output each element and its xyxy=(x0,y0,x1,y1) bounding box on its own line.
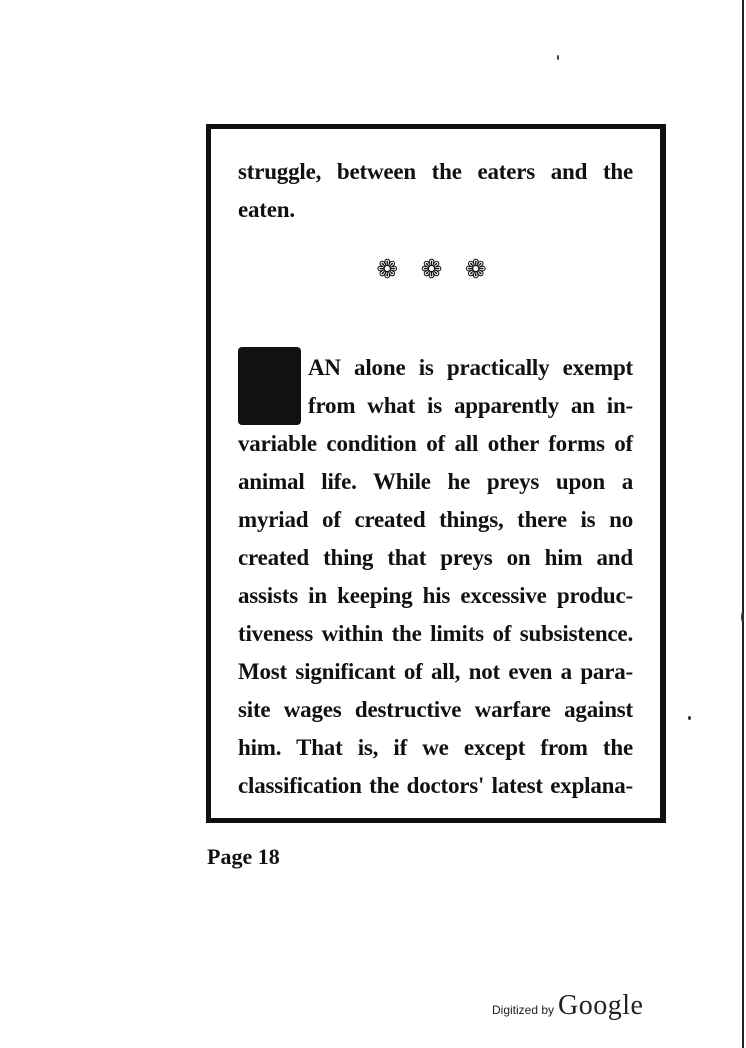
text-line: created thing that preys on him and xyxy=(238,545,633,570)
text-line: Most significant of all, not even a para- xyxy=(238,659,633,684)
text-line: classification the doctors' latest explana- xyxy=(238,773,633,798)
text-line: tiveness within the limits of subsistence. xyxy=(238,621,633,646)
text-line: animal life. While he preys upon a xyxy=(238,469,633,494)
digitized-watermark xyxy=(492,990,643,1022)
text-line: eaten. xyxy=(238,197,295,222)
page-edge-line xyxy=(742,0,744,1048)
text-line: struggle, between the eaters and the xyxy=(238,159,633,184)
passage-top xyxy=(238,153,633,229)
text-line: AN alone is practically exempt xyxy=(308,355,633,380)
scan-speck xyxy=(688,716,691,720)
page-number: Page 18 xyxy=(207,844,280,869)
section-ornament: ❁ ❁ ❁ xyxy=(376,255,495,284)
text-line: site wages destructive warfare against xyxy=(238,697,633,722)
text-line: variable condition of all other forms of xyxy=(238,431,633,456)
watermark-brand: Google xyxy=(558,990,644,1021)
watermark-prefix: Digitized by xyxy=(492,1003,555,1017)
text-frame xyxy=(206,124,666,823)
scan-speck xyxy=(557,55,559,60)
text-line: myriad of created things, there is no xyxy=(238,507,633,532)
scan-speck xyxy=(741,612,744,622)
text-line: from what is apparently an in- xyxy=(308,393,633,418)
text-line: assists in keeping his excessive produc- xyxy=(238,583,633,608)
passage-main xyxy=(238,349,633,805)
text-line: him. That is, if we except from the xyxy=(238,735,633,760)
